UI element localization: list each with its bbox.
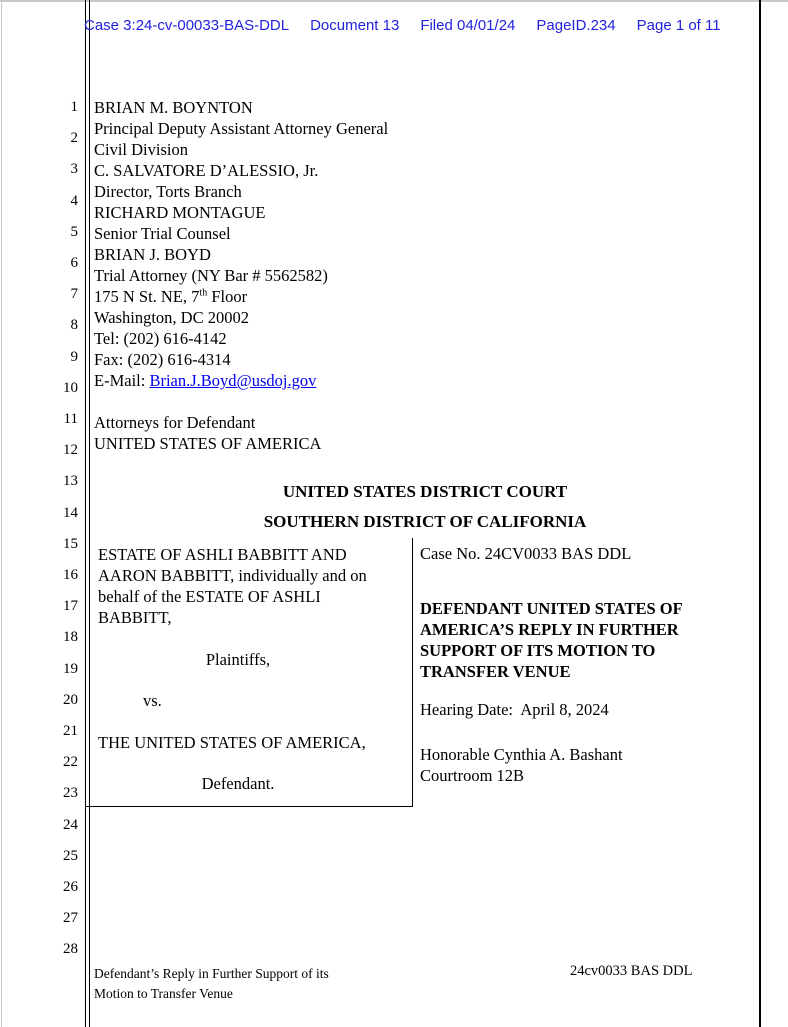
- judge-name: Honorable Cynthia A. Bashant: [420, 745, 623, 764]
- plaintiff-line: behalf of the ESTATE OF ASHLI: [98, 587, 321, 606]
- attorney-title-2: Director, Torts Branch: [94, 182, 242, 201]
- email-label: E-Mail:: [94, 371, 150, 390]
- attorney-phone: Tel: (202) 616-4142: [94, 329, 227, 348]
- attorney-name-1: BRIAN M. BOYNTON: [94, 98, 253, 117]
- document-title: [420, 598, 740, 682]
- attorney-email-line: [94, 370, 514, 391]
- attorney-title-1: Principal Deputy Assistant Attorney General: [94, 119, 389, 138]
- page-edge-top: [0, 0, 788, 2]
- line-number: 4: [70, 192, 78, 209]
- line-number: 10: [63, 379, 78, 396]
- line-number: 19: [63, 660, 78, 677]
- court-name-heading: UNITED STATES DISTRICT COURT: [282, 482, 568, 501]
- line-number: 7: [70, 286, 78, 303]
- stamp-case-number: Case 3:24-cv-00033-BAS-DDL: [84, 17, 290, 34]
- ordinal-superscript: th: [199, 287, 208, 299]
- document-title-line: SUPPORT OF ITS MOTION TO: [420, 641, 656, 660]
- address-prefix: 175 N St. NE, 7: [94, 287, 200, 306]
- footer-title-line: Defendant’s Reply in Further Support of its: [94, 966, 329, 981]
- court-district-heading: SOUTHERN DISTRICT OF CALIFORNIA: [263, 512, 587, 531]
- case-number: Case No. 24CV0033 BAS DDL: [420, 544, 632, 563]
- courtroom: Courtroom 12B: [420, 766, 525, 785]
- plaintiff-party-block: [98, 544, 408, 628]
- line-number: 3: [70, 161, 78, 178]
- attorney-fax: Fax: (202) 616-4314: [94, 350, 231, 369]
- line-number: 12: [63, 442, 78, 459]
- representation-line-1: Attorneys for Defendant: [94, 413, 256, 432]
- line-number: 21: [63, 723, 78, 739]
- defendant-designation: Defendant.: [201, 774, 275, 793]
- line-number: 28: [63, 941, 78, 958]
- line-number: 8: [70, 317, 78, 334]
- line-number: 27: [63, 910, 78, 927]
- line-number: 22: [63, 754, 78, 771]
- line-number: 16: [63, 567, 78, 583]
- attorney-name-3: RICHARD MONTAGUE: [94, 203, 266, 222]
- line-number: 25: [63, 847, 78, 864]
- line-number: 20: [63, 691, 78, 708]
- representation-line-2: UNITED STATES OF AMERICA: [94, 434, 322, 453]
- spacer-line: [94, 391, 514, 412]
- document-title-line: TRANSFER VENUE: [420, 662, 571, 681]
- footer-case-number: 24cv0033 BAS DDL: [570, 963, 693, 979]
- stamp-page-count: Page 1 of 11: [636, 17, 721, 34]
- hearing-date: Hearing Date: April 8, 2024: [420, 700, 609, 719]
- email-link[interactable]: Brian.J.Boyd@usdoj.gov: [149, 371, 317, 390]
- line-number: 24: [63, 816, 78, 833]
- defendant-party-name: THE UNITED STATES OF AMERICA,: [98, 733, 366, 752]
- stamp-page-id: PageID.234: [536, 17, 616, 34]
- attorney-title-4: Trial Attorney (NY Bar # 5562582): [94, 266, 328, 285]
- line-number: 9: [70, 348, 78, 365]
- footer-document-title: [94, 964, 414, 1004]
- plaintiff-line: ESTATE OF ASHLI BABBITT AND: [98, 545, 347, 564]
- pleading-rule-left-outer: [85, 0, 86, 1027]
- attorney-name-2: C. SALVATORE D’ALESSIO, Jr.: [94, 161, 319, 180]
- line-number: 26: [63, 879, 78, 895]
- ecf-header-stamp: [84, 17, 721, 35]
- attorney-title-3: Senior Trial Counsel: [94, 224, 231, 243]
- versus-label: vs.: [143, 691, 162, 710]
- line-number: 11: [63, 411, 78, 427]
- stamp-filed-date: Filed 04/01/24: [420, 17, 516, 34]
- line-number: 15: [63, 535, 78, 552]
- attorney-name-4: BRIAN J. BOYD: [94, 245, 211, 264]
- stamp-document-number: Document 13: [310, 17, 400, 34]
- caption-column-divider: [412, 538, 413, 806]
- address-suffix: Floor: [207, 287, 248, 306]
- line-number: 14: [63, 504, 78, 521]
- plaintiff-line: AARON BABBITT, individually and on: [98, 566, 367, 585]
- line-number: 17: [63, 598, 78, 615]
- line-number: 6: [70, 255, 78, 271]
- caption-bottom-border: [86, 806, 413, 807]
- line-number: 23: [63, 785, 78, 802]
- line-number: 13: [63, 473, 78, 490]
- plaintiffs-designation: Plaintiffs,: [205, 650, 271, 669]
- line-number: 5: [70, 223, 78, 240]
- line-number-column: [0, 0, 78, 1027]
- document-title-line: DEFENDANT UNITED STATES OF: [420, 599, 683, 618]
- line-number: 1: [70, 99, 78, 115]
- attorney-address-street: [94, 286, 514, 307]
- footer-title-line: Motion to Transfer Venue: [94, 986, 233, 1001]
- line-number: 2: [70, 130, 78, 147]
- plaintiff-line: BABBITT,: [98, 608, 172, 627]
- attorney-block: [94, 97, 514, 454]
- attorney-address-city: Washington, DC 20002: [94, 308, 249, 327]
- line-number: 18: [63, 629, 78, 646]
- attorney-division: Civil Division: [94, 140, 188, 159]
- document-title-line: AMERICA’S REPLY IN FURTHER: [420, 620, 679, 639]
